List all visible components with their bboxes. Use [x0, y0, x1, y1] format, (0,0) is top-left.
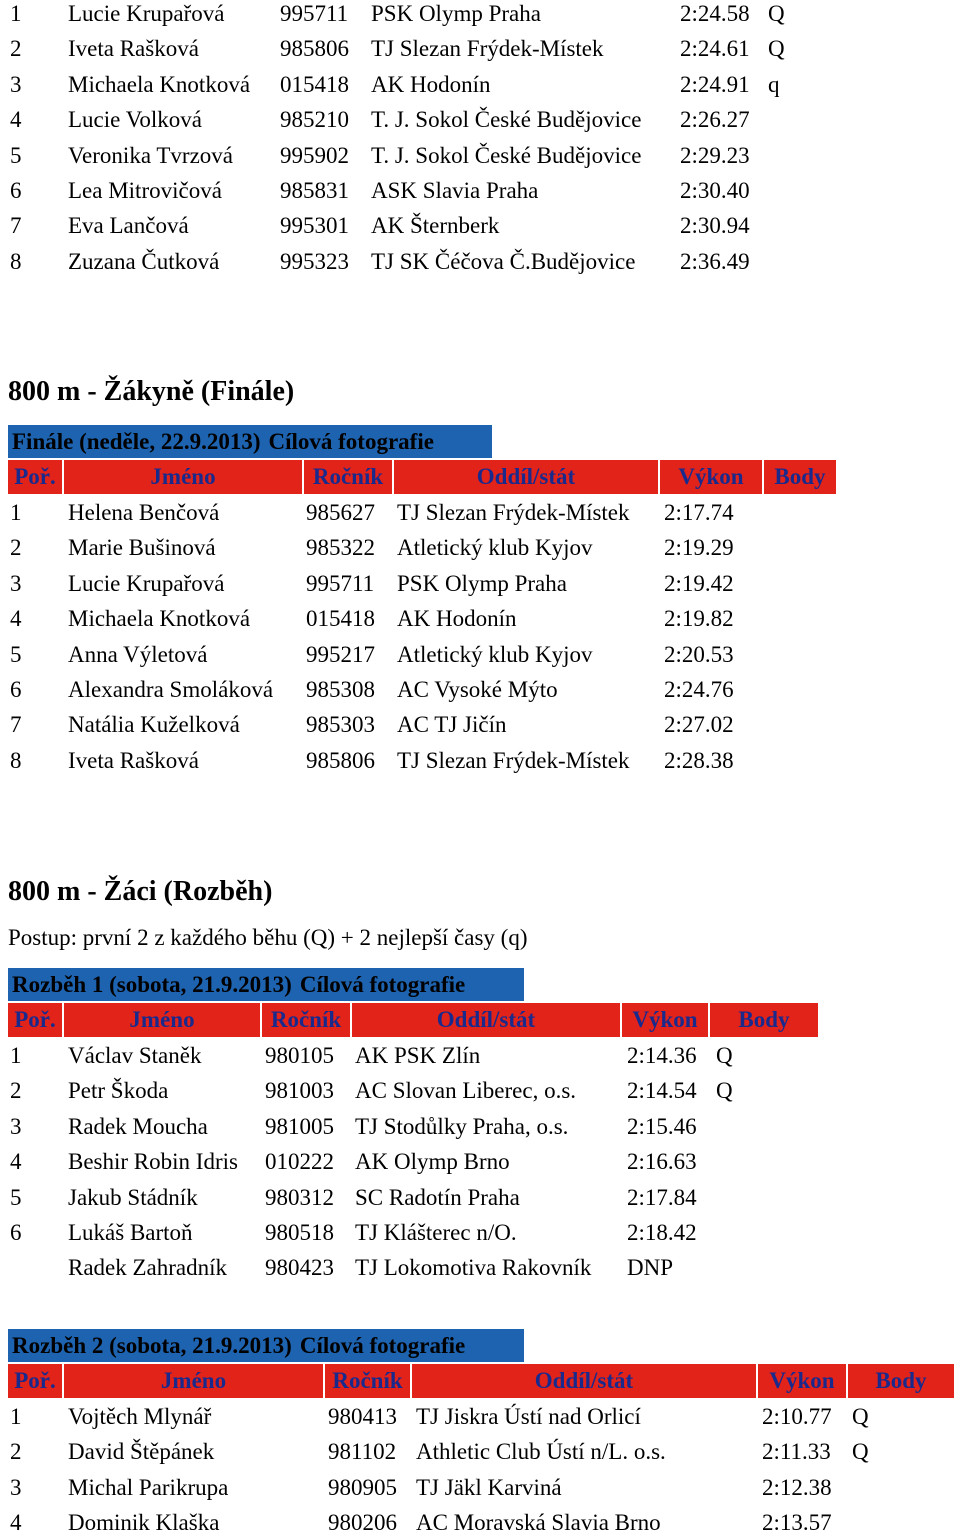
header-birth-year: Ročník: [262, 1003, 350, 1037]
cell-rank: 8: [10, 248, 22, 274]
heat-bar-final: [8, 425, 492, 458]
cell-athlete-name: Jakub Stádník: [68, 1184, 198, 1210]
cell-athlete-name: Petr Škoda: [68, 1078, 169, 1104]
cell-birth-year: 995902: [280, 142, 349, 168]
cell-rank: 5: [10, 641, 22, 667]
cell-birth-year: 995217: [306, 641, 375, 667]
cell-birth-year: 995301: [280, 213, 349, 239]
cell-athlete-name: Lukáš Bartoň: [68, 1220, 193, 1245]
cell-club: T. J. Sokol České Budějovice: [371, 107, 642, 133]
cell-rank: 5: [10, 1184, 22, 1210]
cell-club: Atletický klub Kyjov: [397, 641, 593, 667]
cell-birth-year: 981003: [265, 1078, 334, 1104]
header-rank: Poř.: [8, 1364, 62, 1398]
cell-points: Q: [716, 1043, 733, 1068]
cell-rank: 4: [10, 1149, 22, 1175]
cell-birth-year: 985210: [280, 107, 349, 133]
cell-performance: 2:30.94: [680, 213, 750, 239]
header-club: Oddíl/stát: [412, 1364, 756, 1398]
header-athlete-name: Jméno: [64, 460, 302, 494]
cell-athlete-name: Beshir Robin Idris: [68, 1149, 238, 1175]
cell-performance: DNP: [627, 1255, 674, 1281]
cell-athlete-name: Veronika Tvrzová: [68, 142, 233, 168]
header-athlete-name: Jméno: [64, 1364, 323, 1398]
cell-birth-year: 980423: [265, 1255, 334, 1281]
cell-club: AK Olymp Brno: [355, 1149, 510, 1175]
cell-club: TJ Jäkl Karviná: [416, 1474, 562, 1500]
cell-rank: 3: [10, 570, 22, 596]
cell-rank: 1: [10, 500, 22, 525]
cell-birth-year: 015418: [280, 71, 349, 97]
cell-athlete-name: Lucie Krupařová: [68, 1, 225, 26]
cell-athlete-name: Lea Mitrovičová: [68, 178, 222, 203]
cell-club: TJ Slezan Frýdek-Místek: [397, 747, 630, 773]
cell-birth-year: 980905: [328, 1474, 397, 1500]
cell-performance: 2:19.29: [664, 535, 734, 561]
cell-points: Q: [852, 1439, 869, 1465]
cell-rank: 8: [10, 747, 22, 773]
cell-birth-year: 995711: [280, 1, 349, 26]
cell-athlete-name: Radek Moucha: [68, 1113, 208, 1139]
cell-athlete-name: David Štěpánek: [68, 1439, 215, 1465]
cell-club: PSK Olymp Praha: [397, 570, 567, 596]
cell-performance: 2:29.23: [680, 142, 750, 168]
cell-athlete-name: Marie Bušinová: [68, 535, 216, 561]
cell-birth-year: 995323: [280, 248, 349, 274]
cell-points: Q: [768, 36, 785, 62]
cell-performance: 2:36.49: [680, 248, 750, 274]
section-title-girls-final: 800 m - Žákyně (Finále): [8, 376, 295, 407]
cell-points: Q: [716, 1078, 733, 1104]
cell-performance: 2:15.46: [627, 1113, 697, 1139]
heat-bar-2: [8, 1329, 524, 1362]
cell-athlete-name: Zuzana Čutková: [68, 248, 220, 274]
cell-athlete-name: Alexandra Smoláková: [68, 677, 274, 702]
cell-rank: 1: [10, 1404, 22, 1429]
cell-rank: 5: [10, 142, 22, 168]
cell-athlete-name: Natália Kuželková: [68, 712, 240, 738]
cell-birth-year: 985303: [306, 712, 375, 738]
cell-athlete-name: Iveta Rašková: [68, 747, 199, 773]
cell-athlete-name: Vojtěch Mlynář: [68, 1404, 212, 1429]
cell-athlete-name: Dominik Klaška: [68, 1510, 220, 1536]
cell-birth-year: 980518: [265, 1220, 334, 1245]
cell-club: AK PSK Zlín: [355, 1043, 481, 1068]
cell-performance: 2:17.84: [627, 1184, 697, 1210]
cell-performance: 2:24.91: [680, 71, 750, 97]
cell-club: AK Hodonín: [371, 71, 491, 97]
cell-athlete-name: Eva Lančová: [68, 213, 189, 239]
cell-club: TJ Stodůlky Praha, o.s.: [355, 1113, 569, 1139]
cell-club: Athletic Club Ústí n/L. o.s.: [416, 1439, 666, 1465]
cell-athlete-name: Radek Zahradník: [68, 1255, 228, 1281]
cell-birth-year: 980206: [328, 1510, 397, 1536]
cell-birth-year: 985627: [306, 500, 375, 525]
cell-performance: 2:26.27: [680, 107, 750, 133]
cell-athlete-name: Michal Parikrupa: [68, 1474, 229, 1500]
cell-performance: 2:20.53: [664, 641, 734, 667]
cell-rank: 3: [10, 1113, 22, 1139]
cell-performance: 2:19.42: [664, 570, 734, 596]
cell-rank: 2: [10, 1078, 22, 1104]
header-points: Body: [710, 1003, 818, 1037]
cell-performance: 2:14.36: [627, 1043, 697, 1068]
cell-rank: 6: [10, 1220, 22, 1245]
header-points: Body: [764, 460, 836, 494]
heat-label: Rozběh 2 (sobota, 21.9.2013): [12, 1333, 292, 1358]
cell-club: Atletický klub Kyjov: [397, 535, 593, 561]
cell-rank: 2: [10, 535, 22, 561]
cell-club: AK Hodonín: [397, 606, 517, 632]
header-performance: Výkon: [622, 1003, 708, 1037]
cell-club: ASK Slavia Praha: [371, 178, 539, 203]
cell-rank: 3: [10, 1474, 22, 1500]
cell-performance: 2:30.40: [680, 178, 750, 203]
header-athlete-name: Jméno: [64, 1003, 260, 1037]
cell-performance: 2:10.77: [762, 1404, 832, 1429]
cell-club: AC Slovan Liberec, o.s.: [355, 1078, 577, 1104]
cell-rank: 6: [10, 178, 22, 203]
cell-performance: 2:14.54: [627, 1078, 697, 1104]
cell-performance: 2:12.38: [762, 1474, 832, 1500]
cell-rank: 4: [10, 107, 22, 133]
cell-club: TJ Lokomotiva Rakovník: [355, 1255, 592, 1281]
cell-birth-year: 985831: [280, 178, 349, 203]
heat-bar-1: [8, 968, 524, 1001]
photo-finish-link[interactable]: Cílová fotografie: [299, 1333, 466, 1358]
cell-birth-year: 015418: [306, 606, 375, 632]
cell-birth-year: 980105: [265, 1043, 334, 1068]
qualification-note: Postup: první 2 z každého běhu (Q) + 2 nejlepší časy (q): [8, 925, 528, 950]
section-title-boys-heats: 800 m - Žáci (Rozběh): [8, 876, 273, 907]
cell-rank: 6: [10, 677, 22, 702]
cell-birth-year: 985806: [306, 747, 375, 773]
cell-rank: 4: [10, 606, 22, 632]
cell-birth-year: 981102: [328, 1439, 397, 1465]
heat-label: Rozběh 1 (sobota, 21.9.2013): [12, 972, 292, 997]
cell-club: T. J. Sokol České Budějovice: [371, 142, 642, 168]
cell-birth-year: 981005: [265, 1113, 334, 1139]
cell-club: TJ Jiskra Ústí nad Orlicí: [416, 1404, 641, 1429]
cell-performance: 2:19.82: [664, 606, 734, 632]
cell-club: TJ Slezan Frýdek-Místek: [371, 36, 604, 62]
cell-athlete-name: Lucie Volková: [68, 107, 202, 133]
header-birth-year: Ročník: [325, 1364, 410, 1398]
header-birth-year: Ročník: [304, 460, 392, 494]
cell-birth-year: 985308: [306, 677, 375, 702]
cell-birth-year: 985806: [280, 36, 349, 62]
cell-club: AC TJ Jičín: [397, 712, 507, 738]
header-rank: Poř.: [8, 1003, 62, 1037]
header-points: Body: [848, 1364, 954, 1398]
cell-athlete-name: Helena Benčová: [68, 500, 220, 525]
cell-athlete-name: Lucie Krupařová: [68, 570, 225, 596]
cell-birth-year: 985322: [306, 535, 375, 561]
cell-performance: 2:24.58: [680, 1, 750, 26]
cell-birth-year: 980312: [265, 1184, 334, 1210]
header-club: Oddíl/stát: [394, 460, 658, 494]
cell-performance: 2:17.74: [664, 500, 734, 525]
cell-club: AK Šternberk: [371, 213, 500, 239]
header-performance: Výkon: [660, 460, 762, 494]
cell-club: PSK Olymp Praha: [371, 1, 541, 26]
cell-club: SC Radotín Praha: [355, 1184, 520, 1210]
cell-birth-year: 995711: [306, 570, 375, 596]
cell-club: TJ Slezan Frýdek-Místek: [397, 500, 630, 525]
cell-birth-year: 010222: [265, 1149, 334, 1175]
cell-performance: 2:18.42: [627, 1220, 697, 1245]
cell-rank: 1: [10, 1, 22, 26]
cell-rank: 7: [10, 712, 22, 738]
cell-athlete-name: Václav Staněk: [68, 1043, 202, 1068]
cell-athlete-name: Michaela Knotková: [68, 606, 251, 632]
header-club: Oddíl/stát: [352, 1003, 620, 1037]
photo-finish-link[interactable]: Cílová fotografie: [299, 972, 466, 997]
cell-performance: 2:11.33: [762, 1439, 831, 1465]
cell-performance: 2:16.63: [627, 1149, 697, 1175]
cell-club: AC Moravská Slavia Brno: [416, 1510, 661, 1536]
header-rank: Poř.: [8, 460, 62, 494]
cell-performance: 2:28.38: [664, 747, 734, 773]
cell-birth-year: 980413: [328, 1404, 397, 1429]
cell-athlete-name: Anna Výletová: [68, 641, 208, 667]
cell-performance: 2:24.76: [664, 677, 734, 702]
cell-athlete-name: Iveta Rašková: [68, 36, 199, 62]
cell-points: Q: [768, 1, 785, 26]
cell-rank: 2: [10, 36, 22, 62]
cell-club: TJ SK Čéčova Č.Budějovice: [371, 248, 636, 274]
cell-rank: 1: [10, 1043, 22, 1068]
cell-club: AC Vysoké Mýto: [397, 677, 558, 702]
cell-points: Q: [852, 1404, 869, 1429]
heat-label: Finále (neděle, 22.9.2013): [12, 429, 261, 454]
cell-rank: 4: [10, 1510, 22, 1536]
cell-performance: 2:27.02: [664, 712, 734, 738]
cell-club: TJ Klášterec n/O.: [355, 1220, 517, 1245]
cell-performance: 2:13.57: [762, 1510, 832, 1536]
cell-athlete-name: Michaela Knotková: [68, 71, 251, 97]
cell-rank: 2: [10, 1439, 22, 1465]
cell-rank: 3: [10, 71, 22, 97]
cell-rank: 7: [10, 213, 22, 239]
cell-performance: 2:24.61: [680, 36, 750, 62]
photo-finish-link[interactable]: Cílová fotografie: [268, 429, 434, 454]
header-performance: Výkon: [758, 1364, 846, 1398]
cell-points: q: [768, 71, 780, 97]
